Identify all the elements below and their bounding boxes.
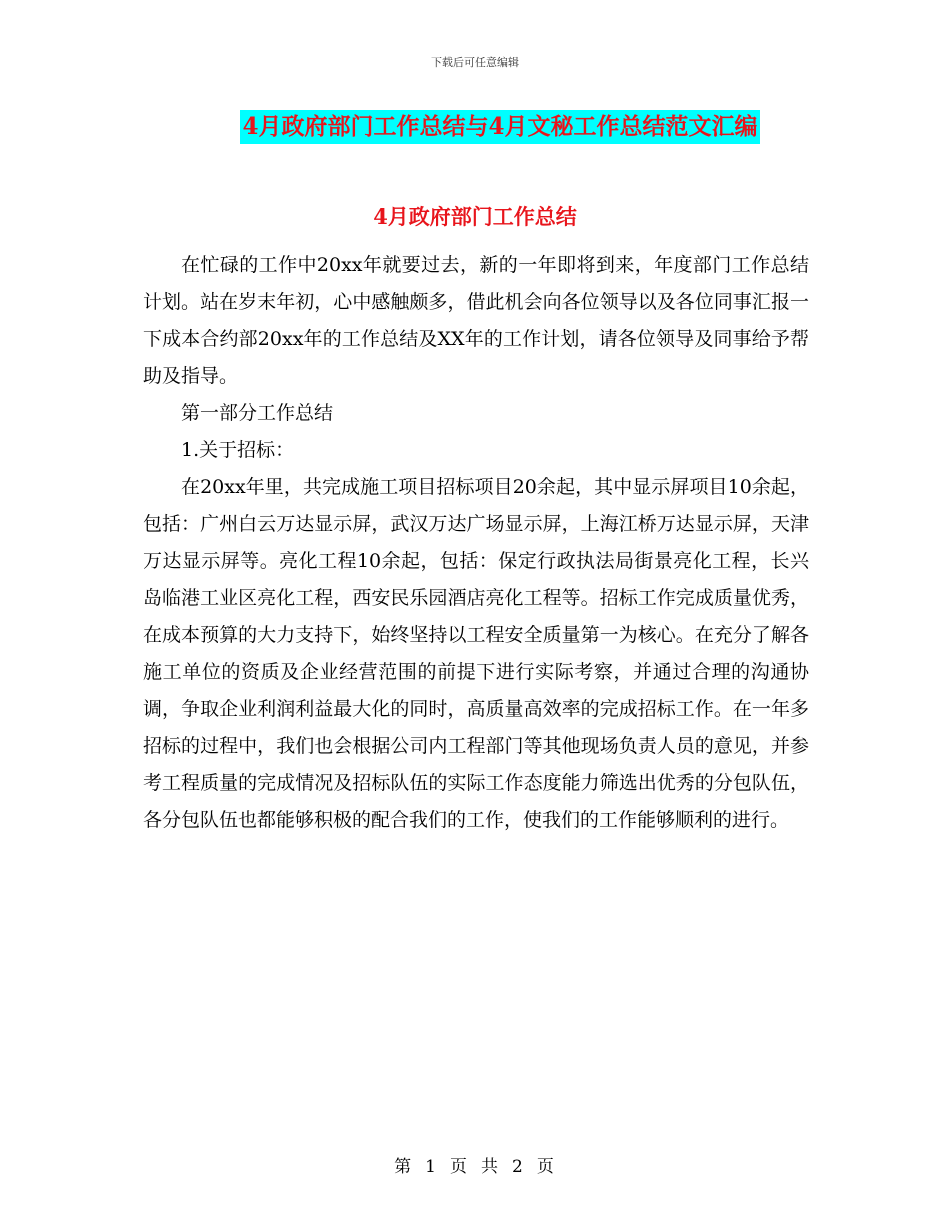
paragraph-intro: 在忙碌的工作中20xx年就要过去，新的一年即将到来，年度部门工作总结计划。站在岁末年初，心中感触颇多，借此机会向各位领导以及各位同事汇报一下成本合约部20xx年的工作总结及XX年的工作计划，请各位领导及同事给予帮助及指导。: [143, 254, 809, 387]
paragraph-subheading: 1.关于招标：: [181, 439, 295, 461]
paragraph-part-heading: 第一部分工作总结: [181, 402, 334, 424]
footer-page-total: 2: [512, 1157, 525, 1177]
document-title-wrapper: [0, 110, 950, 144]
footer-page-label: 第: [394, 1157, 414, 1177]
section-title: 4月政府部门工作总结: [373, 204, 577, 229]
footer-total-label: 共: [481, 1157, 500, 1177]
footer-page-current: 1: [425, 1157, 438, 1177]
document-body: [143, 247, 809, 839]
footer-total-unit: 页: [536, 1157, 556, 1177]
page-footer: [0, 1152, 950, 1177]
footer-page-unit: 页: [450, 1157, 469, 1177]
document-title: 4月政府部门工作总结与4月文秘工作总结范文汇编: [240, 110, 759, 144]
header-note: 下载后可任意编辑: [431, 56, 519, 69]
paragraph-bidding: 在20xx年里，共完成施工项目招标项目20余起，其中显示屏项目10余起，包括：广州白云万达显示屏，武汉万达广场显示屏，上海江桥万达显示屏，天津万达显示屏等。亮化工程10余起，包括：保定行政执法局街景亮化工程，长兴岛临港工业区亮化工程，西安民乐园酒店亮化工程等。招标工作完成质量优秀，在成本预算的大力支持下，始终坚持以工程安全质量第一为核心。在充分了解各施工单位的资质及企业经营范围的前提下进行实际考察，并通过合理的沟通协调，争取企业利润利益最大化的同时，高质量高效率的完成招标工作。在一年多招标的过程中，我们也会根据公司内工程部门等其他现场负责人员的意见，并参考工程质量的完成情况及招标队伍的实际工作态度能力筛选出优秀的分包队伍，各分包队伍也都能够积极的配合我们的工作，使我们的工作能够顺利的进行。: [143, 476, 809, 831]
